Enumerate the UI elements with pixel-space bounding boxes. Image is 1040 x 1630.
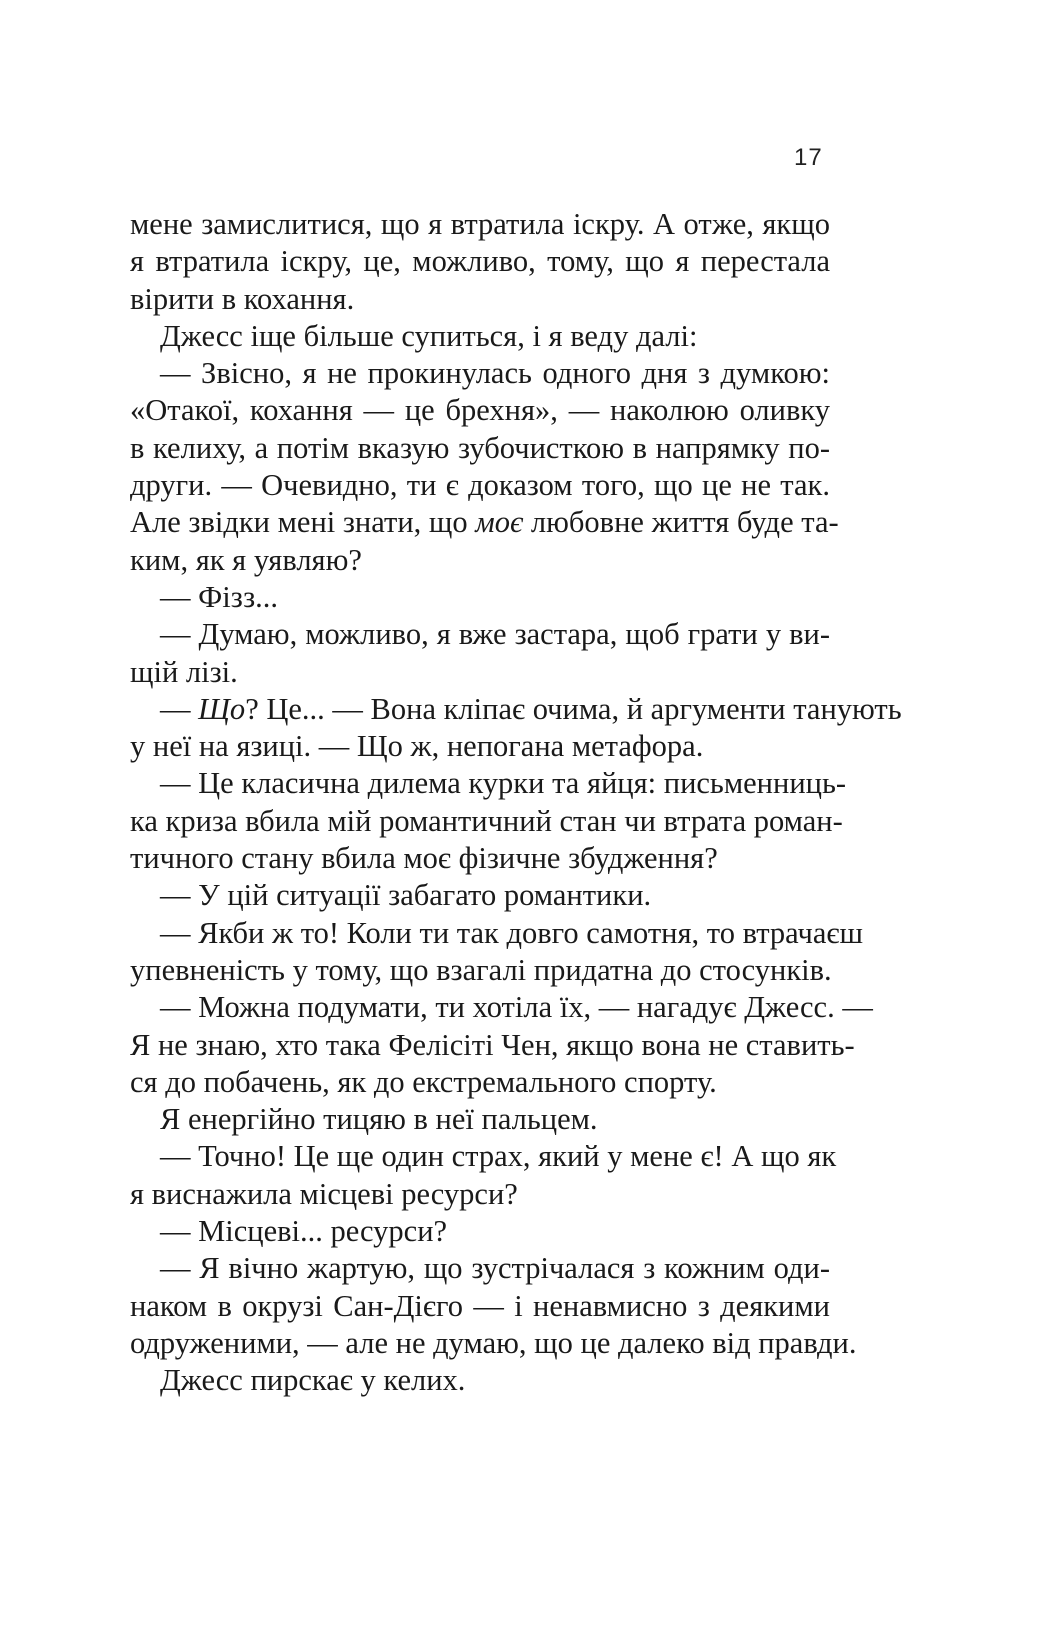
text-segment: одруженими, — але не думаю, що це далеко від правди. [130,1325,857,1360]
text-line [130,318,830,355]
text-line [130,579,830,616]
text-line [130,355,830,392]
text-line [130,877,830,914]
text-line [130,989,873,1026]
text-line [130,691,902,728]
text-segment: в келиху, а потім вказую зубочисткою в напрямку по- [130,430,830,465]
text-segment: Я не знаю, хто така Фелісіті Чен, якщо вона не ставить- [130,1027,855,1062]
text-segment: тичного стану вбила моє фізичне збудження? [130,841,718,876]
italic-segment: моє [475,505,524,540]
text-segment: щій лізі. [130,654,238,689]
text-segment: — Можна подумати, ти хотіла їх, — нагадує Джесс. — [160,990,873,1025]
text-segment: — Думаю, можливо, я вже застара, щоб грати у ви- [160,617,830,652]
text-line [130,243,830,280]
text-segment: — Точно! Це ще один страх, який у мене є! А що як [160,1139,837,1174]
text-segment: ся до побачень, як до екстремального спорту. [130,1064,717,1099]
text-segment: упевненість у тому, що взагалі придатна до стосунків. [130,952,832,987]
italic-segment: Що [198,691,246,726]
text-segment: — Це класична дилема курки та яйця: письменниць- [160,766,847,801]
text-line [130,765,847,802]
text-line [130,728,830,765]
text-line [130,1250,830,1287]
text-segment: — Якби ж то! Коли ти так довго самотня, то втрачаєш [160,915,863,950]
text-segment: наком в окрузі Сан-Дієго — і ненавмисно з деякими [130,1288,830,1323]
text-segment: Джесс іще більше супиться, і я веду далі: [160,318,698,353]
text-line [130,803,843,840]
text-segment: любовне життя буде та- [523,505,839,540]
text-line [130,1101,830,1138]
text-segment: — Фізз... [160,579,279,614]
text-line [130,542,830,579]
text-segment: — Я вічно жартую, що зустрічалася з кожним оди- [160,1251,830,1286]
text-segment: — Звісно, я не прокинулась одного дня з думкою: [160,356,830,391]
text-line [130,952,830,989]
text-line [130,467,830,504]
text-line [130,206,830,243]
text-segment: ка криза вбила мій романтичний стан чи втрата роман- [130,803,843,838]
text-segment: други. — Очевидно, ти є доказом того, що це не так. [130,468,830,503]
text-segment: — У цій ситуації забагато романтики. [160,878,652,913]
text-segment: у неї на язиці. — Що ж, непогана метафора. [130,729,704,764]
text-line [130,654,830,691]
text-line [130,1362,830,1399]
text-line [130,1027,855,1064]
text-segment: — Місцеві... ресурси? [160,1214,448,1249]
text-segment: Я енергійно тицяю в неї пальцем. [160,1102,598,1137]
text-line [130,616,830,653]
text-segment: — [160,691,199,726]
text-line [130,1176,830,1213]
text-line [130,1138,837,1175]
text-segment: Джесс пирскає у келих. [160,1363,466,1398]
page-number: 17 [794,144,823,171]
text-line [130,915,863,952]
text-line [130,504,839,541]
text-line [130,1064,830,1101]
text-segment: мене замислитися, що я втратила іскру. А отже, якщо [130,207,830,241]
text-segment: вірити в кохання. [130,281,355,316]
text-line [130,1288,830,1325]
text-line [130,1325,857,1362]
text-line [130,1213,830,1250]
text-segment: я виснажила місцеві ресурси? [130,1176,518,1211]
text-segment: я втратила іскру, це, можливо, тому, що я перестала [130,244,830,279]
text-line [130,392,830,429]
text-segment: Але звідки мені знати, що [130,505,476,540]
text-line [130,281,830,318]
body-text [130,206,902,1400]
text-segment: «Отакої, кохання — це брехня», — наколюю оливку [130,393,830,428]
text-segment: ким, як я уявляю? [130,542,362,577]
text-line [130,430,830,467]
text-line [130,840,830,877]
text-segment: ? Це... — Вона кліпає очима, й аргументи танують [245,691,902,726]
